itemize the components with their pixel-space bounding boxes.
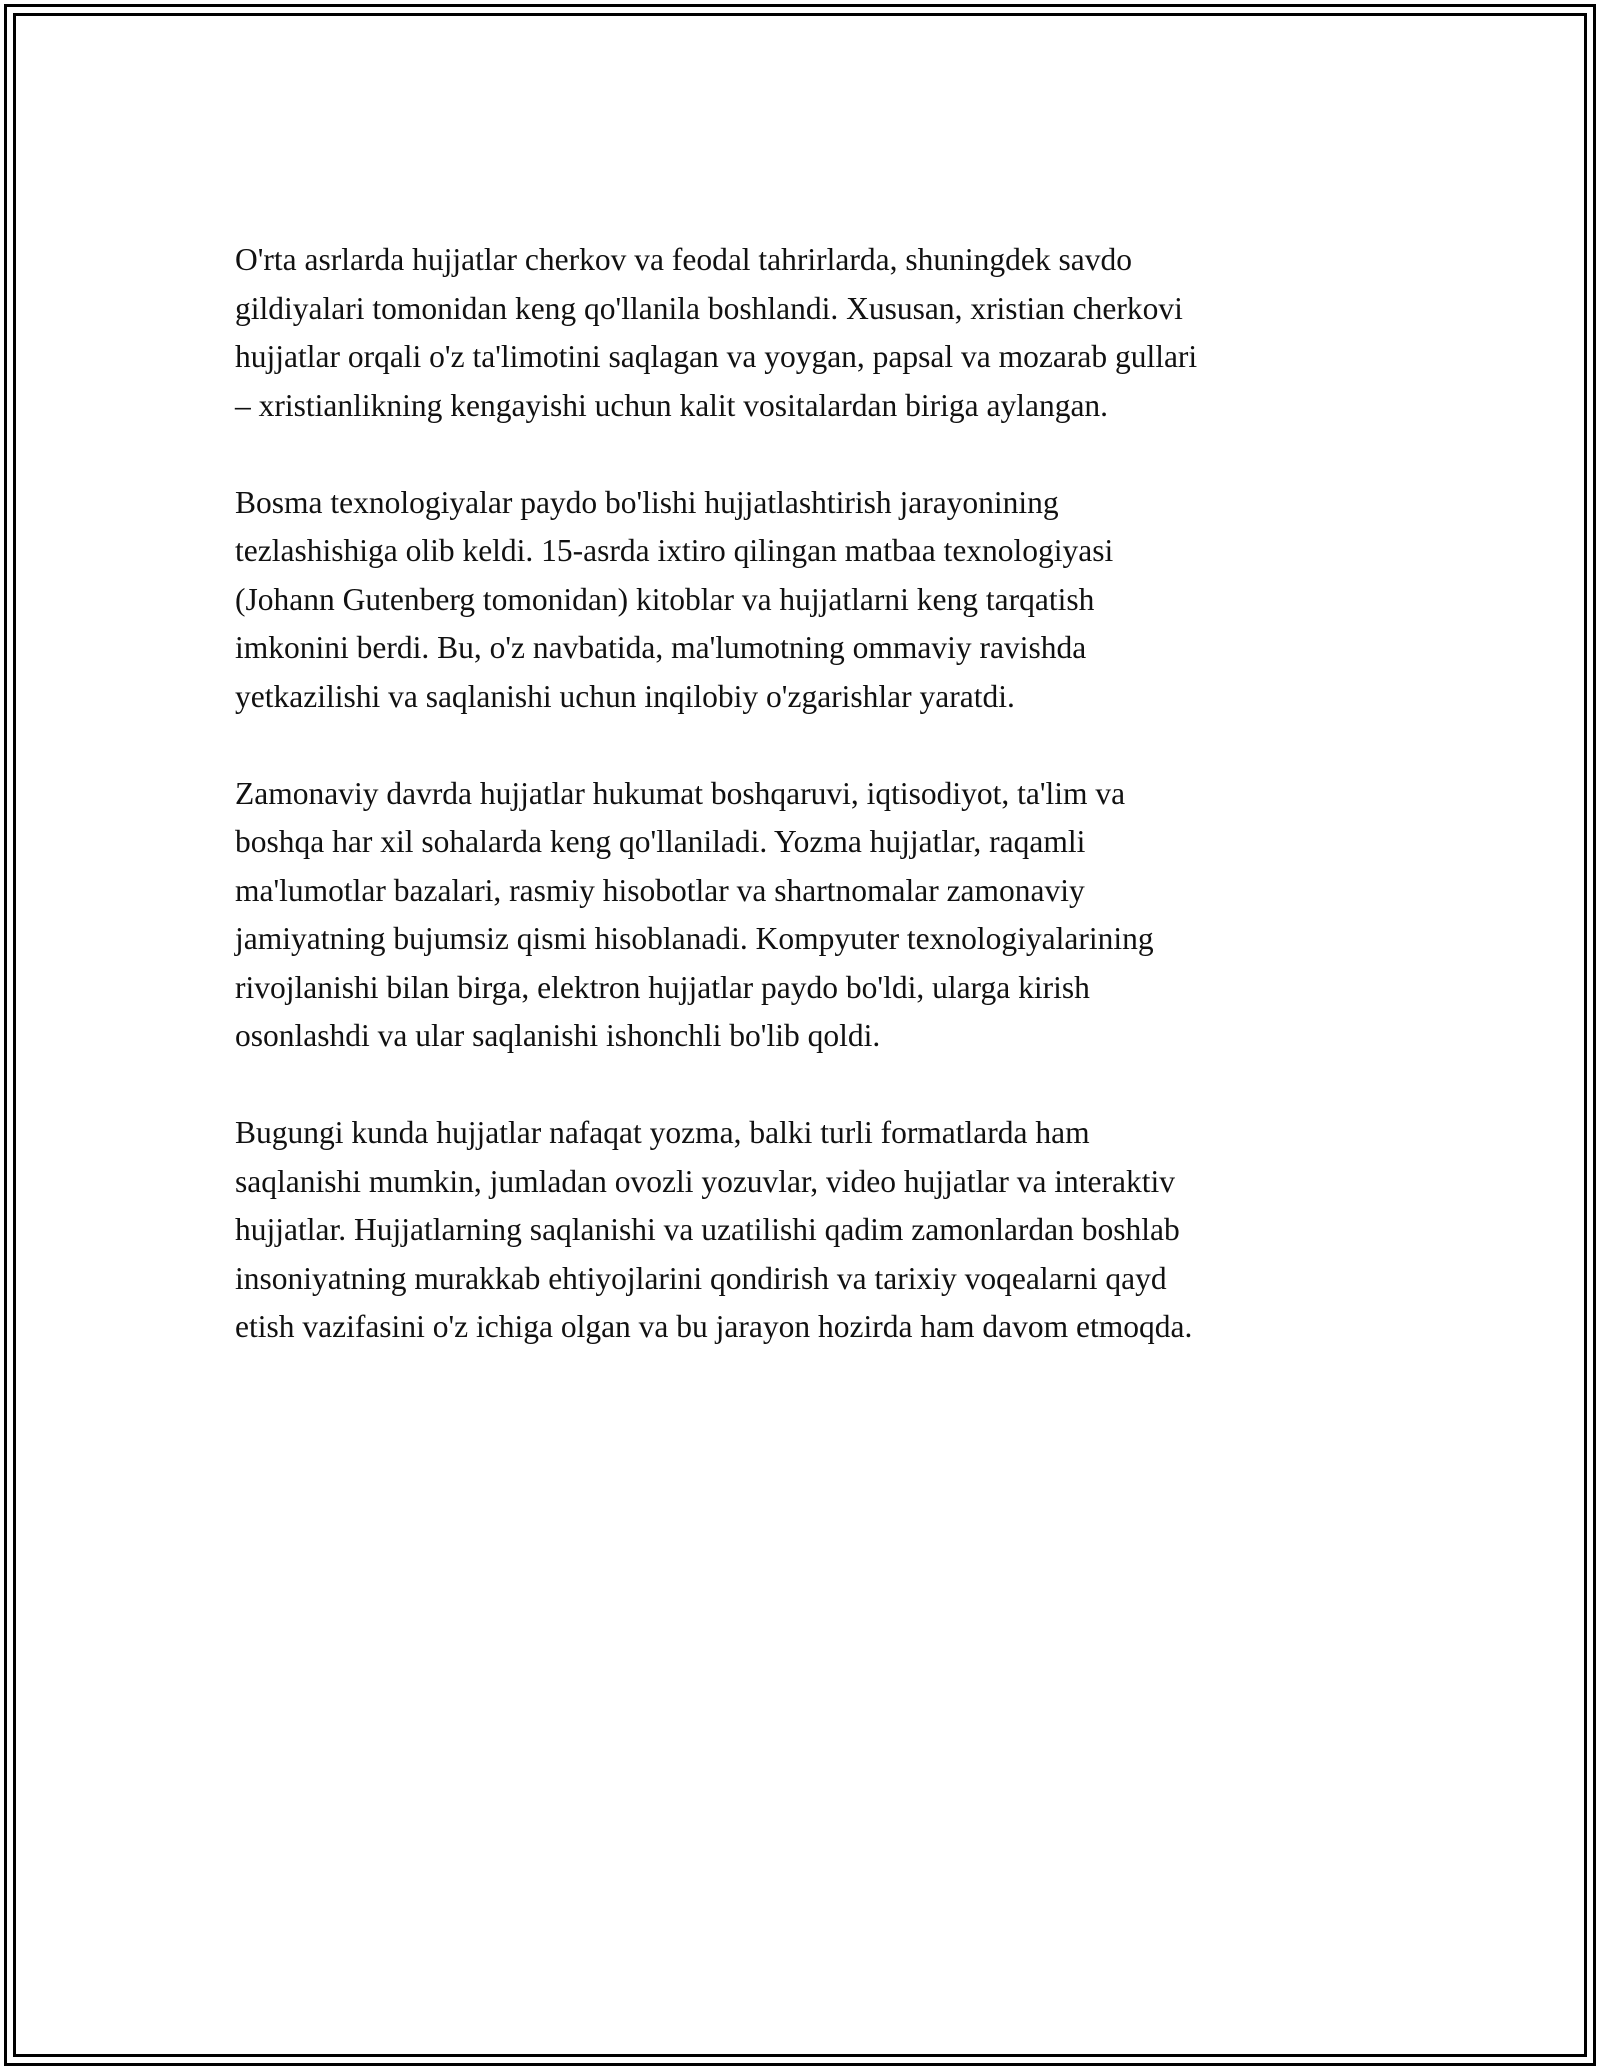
text-line: hujjatlar. Hujjatlarning saqlanishi va uzatilishi qadim zamonlardan boshlab [235,1212,1180,1247]
paragraph-3 [235,770,1375,1061]
text-line: tezlashishiga olib keldi. 15-asrda ixtiro qilingan matbaa texnologiyasi [235,533,1114,568]
text-line: O'rta asrlarda hujjatlar cherkov va feodal tahrirlarda, shuningdek savdo [235,242,1132,277]
text-line: yetkazilishi va saqlanishi uchun inqilobiy o'zgarishlar yaratdi. [235,678,1015,714]
text-line: ma'lumotlar bazalari, rasmiy hisobotlar va shartnomalar zamonaviy [235,872,1085,908]
document-body [235,236,1375,1400]
text-line: gildiyalari tomonidan keng qo'llanila boshlandi. Xususan, xristian cherkovi [235,290,1183,326]
text-line: (Johann Gutenberg tomonidan) kitoblar va hujjatlarni keng tarqatish [235,581,1095,617]
text-line: Zamonaviy davrda hujjatlar hukumat boshqaruvi, iqtisodiyot, ta'lim va [235,775,1126,811]
text-line: Bugungi kunda hujjatlar nafaqat yozma, balki turli formatlarda ham [235,1115,1090,1150]
paragraph-2 [235,479,1375,722]
paragraph-1 [235,236,1375,430]
text-line: boshqa har xil sohalarda keng qo'llaniladi. Yozma hujjatlar, raqamli [235,824,1086,859]
text-line: rivojlanishi bilan birga, elektron hujjatlar paydo bo'ldi, ularga kirish [235,969,1090,1005]
text-line: hujjatlar orqali o'z ta'limotini saqlagan va yoygan, papsal va mozarab gullari [235,339,1198,374]
text-line: Bosma texnologiyalar paydo bo'lishi hujjatlashtirish jarayonining [235,484,1059,520]
text-line: osonlashdi va ular saqlanishi ishonchli bo'lib qoldi. [235,1018,881,1053]
text-line: imkonini berdi. Bu, o'z navbatida, ma'lumotning ommaviy ravishda [235,630,1087,665]
text-line: etish vazifasini o'z ichiga olgan va bu jarayon hozirda ham davom etmoqda. [235,1309,1193,1344]
text-line: insoniyatning murakkab ehtiyojlarini qondirish va tarixiy voqealarni qayd [235,1260,1167,1296]
text-line: saqlanishi mumkin, jumladan ovozli yozuvlar, video hujjatlar va interaktiv [235,1163,1176,1199]
text-line: – xristianlikning kengayishi uchun kalit vositalardan biriga aylangan. [235,387,1109,423]
text-line: jamiyatning bujumsiz qismi hisoblanadi. Kompyuter texnologiyalarining [235,921,1154,956]
paragraph-4 [235,1109,1375,1352]
